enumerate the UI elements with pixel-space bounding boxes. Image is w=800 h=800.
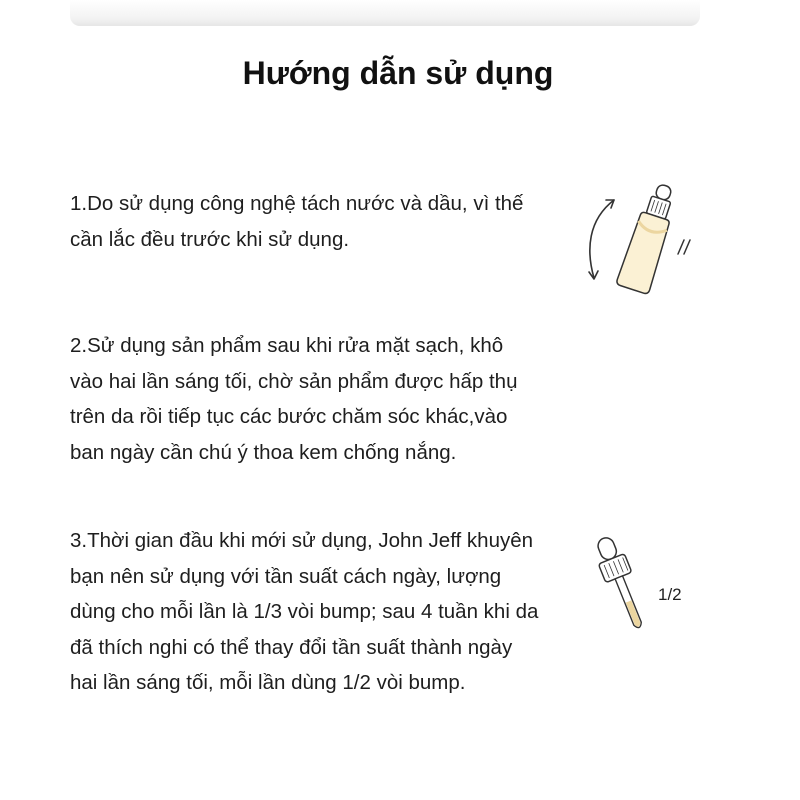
half-dropper-icon <box>590 530 700 650</box>
step-2-text: 2.Sử dụng sản phẩm sau khi rửa mặt sạch, khô vào hai lần sáng tối, chờ sản phẩm được hấp thụ trên da rồi tiếp tục các bước chăm sóc khác,vào ban ngày cần chú ý thoa kem chống nắng. <box>70 334 518 464</box>
step-1-text: 1.Do sử dụng công nghệ tách nước và dầu, vì thế cần lắc đều trước khi sử dụng. <box>70 192 524 251</box>
dose-label: 1/2 <box>658 585 682 604</box>
page-title: Hướng dẫn sử dụng <box>242 55 554 91</box>
shaking-serum-bottle-icon <box>580 180 700 300</box>
top-edge-shadow <box>70 0 700 26</box>
step-3-text: 3.Thời gian đầu khi mới sử dụng, John Jeff khuyên bạn nên sử dụng với tần suất cách ngày, lượng dùng cho mỗi lần là 1/3 vòi bump; sau 4 tuần khi da đã thích nghi có thể thay đổi tần suất thành ngày hai lần sáng tối, mỗi lần dùng 1/2 vòi bump. <box>70 529 539 694</box>
